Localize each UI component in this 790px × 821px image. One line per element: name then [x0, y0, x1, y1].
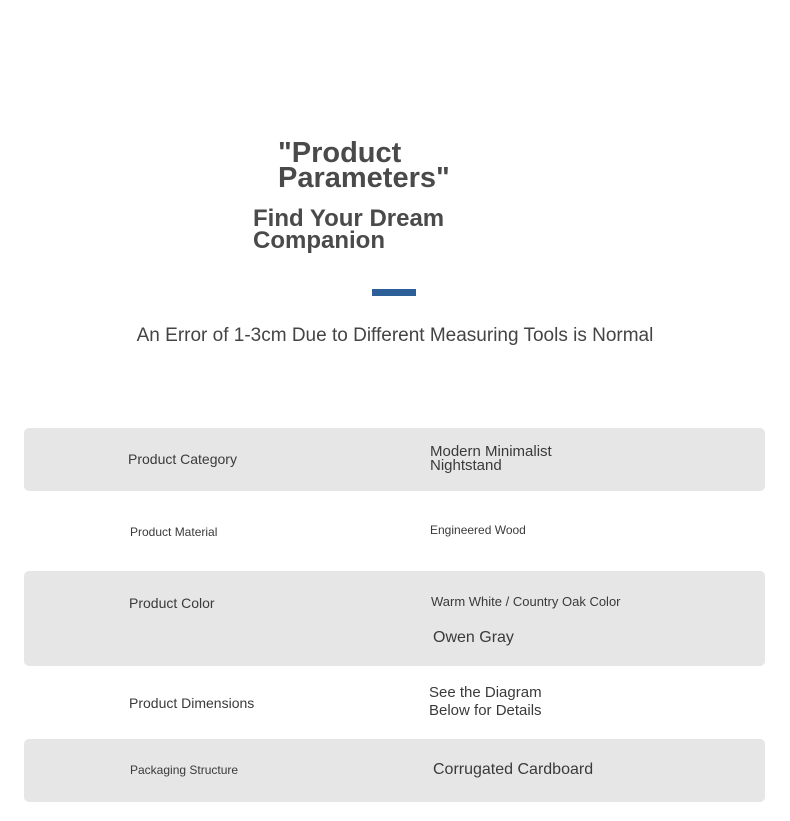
param-value: Engineered Wood: [430, 523, 526, 537]
table-row: [24, 739, 765, 802]
param-label: Product Category: [128, 451, 237, 467]
param-value: Modern Minimalist: [430, 443, 552, 460]
param-value: See the Diagram: [429, 684, 542, 701]
param-label: Packaging Structure: [130, 763, 239, 777]
param-value: Warm White / Country Oak Color: [431, 594, 621, 609]
param-value: Below for Details: [429, 702, 542, 719]
param-label: Product Dimensions: [129, 695, 255, 711]
table-row: [24, 496, 765, 566]
title-line-2: Parameters": [278, 162, 450, 194]
param-value: Nightstand: [430, 457, 502, 474]
subtitle-line-2: Companion: [253, 227, 385, 254]
title-line-1: "Product: [278, 137, 402, 169]
table-row: [24, 671, 765, 734]
param-value: Owen Gray: [433, 629, 514, 646]
subtitle-line-1: Find Your Dream: [253, 205, 445, 232]
param-value: Corrugated Cardboard: [433, 761, 594, 778]
table-row: [24, 571, 765, 666]
table-row: [24, 428, 765, 491]
accent-divider: [372, 289, 416, 296]
param-label: Product Color: [129, 595, 215, 611]
param-label: Product Material: [130, 525, 218, 539]
measurement-note: An Error of 1-3cm Due to Different Measuring Tools is Normal: [136, 325, 654, 346]
